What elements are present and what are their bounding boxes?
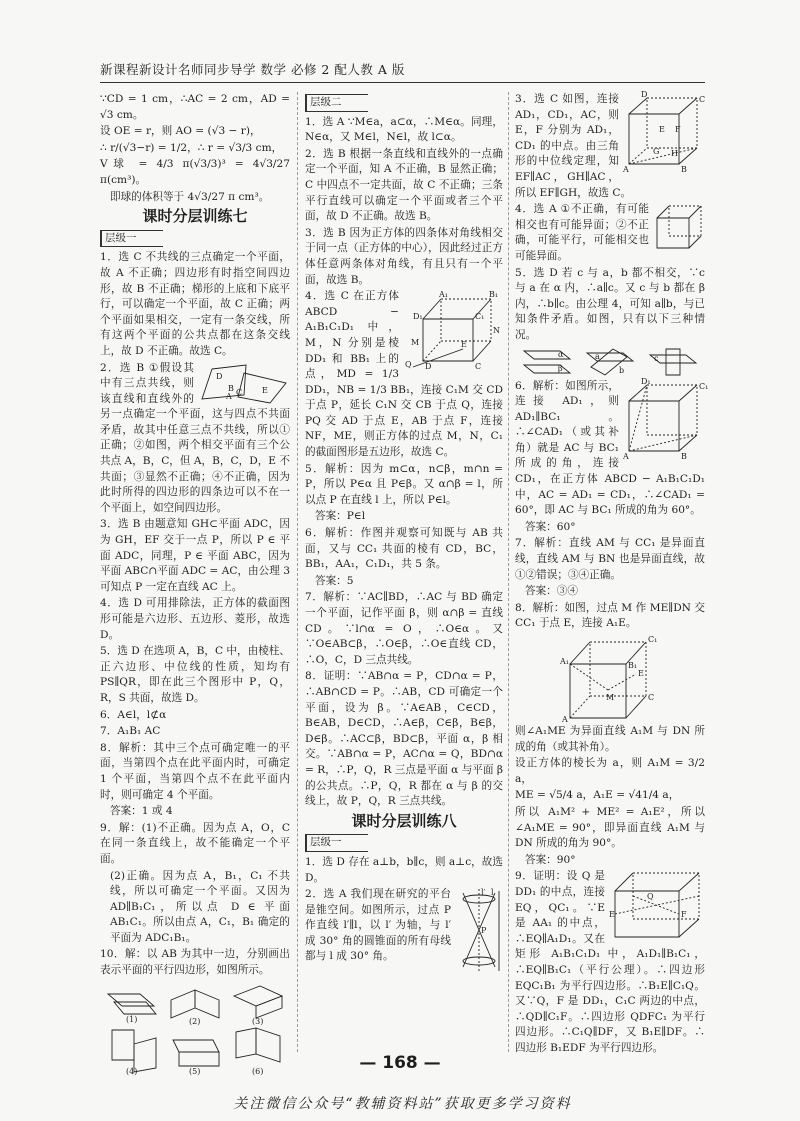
figure-label: C₁ — [699, 381, 709, 391]
answer-text: (2)正确。因为点 A，B₁，C₁ 不共线，所以可确定一个平面。又因为 AD∥B₁C₁，所以点 D ∈ 平面 AB₁C₁。所以由点 A，C₁，B₁ 确定的平面为 ADC₁B₁。 — [110, 869, 290, 944]
footer-note: 关注微信公众号“教辅资料站”获取更多学习资料 — [233, 1096, 572, 1112]
figure-label: B — [681, 165, 687, 174]
answer-item: 5．解析：因为 m⊂α，n⊂β，m∩n = P，所以 P∈α 且 P∈β。又 α∩β = l，所以点 P 在直线 l 上，所以 P∈l。 — [305, 462, 503, 506]
figure-label: C — [699, 95, 706, 104]
section-title: 课时分层训练七 — [142, 207, 248, 226]
level-label: 层级一 — [100, 230, 163, 248]
figure-label: B₁ — [489, 290, 499, 300]
answer-text: ME = √5/4 a，A₁E = √41/4 a， — [515, 789, 680, 802]
answer-text: 答案：60° — [525, 520, 576, 533]
figure-label: a — [594, 351, 600, 361]
answer-item: 8．解析：如图，过点 M 作 ME∥DN 交 CC₁ 于点 E，连接 A₁E。 — [515, 601, 705, 630]
answer-item: 2．选 B 根据一条直线和直线外的一点确定一个平面，知 A 不正确，B 显然正确；C 中四点不一定共面，故 C 不正确；三条平行直线可以确定一个平面或者三个平面，故 D 不正确。故选 B。 — [305, 147, 503, 223]
figure-label: C₁ — [648, 635, 658, 644]
cube-section-figure — [403, 289, 503, 372]
answer-item: 8．解析：其中三个点可确定唯一的平面，当第四个点在此平面内时，可确定 1 个平面，当第四个点不在此平面内时，则可确定 4 个平面。 — [100, 741, 290, 801]
answer-item: 6．解析：作图并观察可知既与 AB 共面，又与 CC₁ 共面的棱有 CD，BC，BB₁，AA₁，C₁D₁，共 5 条。 — [305, 527, 503, 571]
answer-item: 5．选 D 若 c 与 a，b 都不相交，∵c 与 a 在 α 内，∴a∥c。又 c 与 b 都在 β 内，∴b∥c。由公理 4，可知 a∥b，与已知条件矛盾。如图，只有以下三种情况。 — [515, 266, 705, 341]
figure-label: b — [618, 365, 625, 375]
figure-label: l — [491, 888, 494, 898]
figure-label: D₁ — [413, 312, 423, 322]
answer-text: 设正方体的棱长为 a，则 A₁M = 3/2 a， — [515, 757, 705, 785]
figure-label: G — [653, 147, 660, 156]
figure-label: M — [411, 338, 420, 348]
figure-label: A — [623, 165, 629, 174]
three-cases-figure — [515, 345, 705, 379]
figure-label: D₁ — [641, 376, 651, 386]
answer-item: 7．解析：直线 AM 与 CC₁ 是异面直线，直线 AM 与 BN 也是异面直线，故①②错误；③④正确。 — [515, 537, 705, 581]
figure-label: H — [671, 149, 678, 158]
column-divider — [297, 92, 298, 1052]
figure-label: D — [641, 90, 648, 99]
answer-item: 7．A₁B₁ AC — [100, 725, 161, 738]
cube-parallelogram-figure — [609, 869, 705, 941]
cube-angle-figure — [623, 376, 709, 461]
answer-item: 4．选 D 可用排除法，正方体的截面图形可能是六边形、五边形、菱形，故选 D。 — [100, 597, 290, 641]
answer-item: 7．解析：∵AC∥BD，∴AC 与 BD 确定一个平面，记作平面 β，则 α∩β = 直线 CD。∵l∩α = O，∴O∈α。又∵O∈AB⊂β，∴O∈β，∴O∈直线 CD，∴O，C，D 三点共线。 — [305, 591, 503, 666]
figure-label: E — [262, 385, 268, 395]
text-line: ∵CD = 1 cm，∴AC = 2 cm，AD = √3 cm。 — [100, 93, 290, 121]
answer-item: 1．选 D 存在 a⊥b，b∥c，则 a⊥c，故选 D。 — [305, 855, 503, 884]
figure-5 — [167, 1024, 223, 1074]
answer-item: 1．选 C 不共线的三点确定一个平面，故 A 不正确；四边形有时指空间四边形，故 B 不正确；梯形的上底和下底平行，可以确定一个平面，故 C 正确；两个平面如果相交，一定有一条交线，所有这两个平面的公共点都在这条交线上，故 D 不正确。故选 C。 — [100, 251, 290, 357]
answer-item: 9．解：(1)不正确。因为点 A，O，C 在同一条直线上，故不能确定一个平面。 — [100, 821, 290, 865]
figure-label: M — [606, 693, 615, 702]
answer-item: 6．A∈l，l⊄α — [100, 708, 167, 721]
answer-item: 4．选 C 在正方体 ABCD − A₁B₁C₁D₁ 中，M，N 分别是棱 DD₁ 和 BB₁ 上的点，MD = 1/3 DD₁，NB = 1/3 BB₁，连接 C₁M 交 CD 于点 P，延长 C₁N 交 CB 于点 Q，连接 PQ 交 AD 于点 E，AB 于点 F，连接 NF，ME，则正方体的过点 M，N，C₁ 的截面图形是五边形，故选 C。 — [305, 290, 503, 459]
answer-item: 6．解析：如图所示，连接 AD₁，则 AD₁∥BC₁。∴∠CAD₁（或其补角）就是 AC 与 BC₁ 所成的角，连接 CD₁，在正方体 ABCD − A₁B₁C₁D₁ 中，AC = AD₁ = CD₁，∴∠CAD₁ = 60°，即 AC 与 BC₁ 所成的角为 60°。 — [515, 379, 705, 517]
answer-text: 答案：90° — [525, 853, 576, 866]
figure-label: (3) — [252, 1016, 264, 1026]
case-figure — [520, 345, 574, 379]
figure-label: (1) — [125, 1014, 137, 1024]
text-line: ∴ r/(√3−r) = 1/2，∴ r = √3/3 cm， — [100, 141, 283, 154]
text-line: V球 = 4/3 π(√3/3)³ = 4√3/27 π(cm³)。 — [100, 158, 290, 186]
answer-item: 3．选 C 如图，连接 AD₁，CD₁，AC，则 E，F 分别为 AD₁，CD₁ 的中点。由三角形的中位线定理，知 EF∥AC，GH∥AC，所以 EF∥GH，故选 C。 — [515, 93, 632, 199]
figure-6 — [230, 1024, 286, 1074]
answer-item: 9．证明：设 Q 是 DD₁ 的中点，连接 EQ，QC₁。∵E 是 AA₁ 的中点，∴EQ∥A₁D₁。又在矩形 A₁B₁C₁D₁ 中，A₁D₁∥B₁C₁，∴EQ∥B₁C₁（平行公理）。∴四边形 EQC₁B₁ 为平行四边形。∴B₁E∥C₁Q。又∵Q，F 是 DD₁，C₁C 两边的中点，∴QD∥C₁F。∴四边形 QDFC₁ 为平行四边形。∴C₁Q∥DF，又 B₁E∥DF。∴四边形 B₁EDF 为平行四边形。 — [515, 870, 705, 1054]
figure-4 — [104, 1024, 160, 1074]
figure-label: P — [481, 926, 487, 936]
figure-label: c — [654, 353, 659, 363]
column-left — [100, 92, 290, 1076]
answer-item: 8．证明：∵AB∩α = P，CD∩α = P，∴AB∩CD = P。∴AB，CD 可确定一个平面，设为 β。∵A∈AB，C∈CD，B∈AB，D∈CD，∴A∈β，C∈β，B∈β，D∈β。∴AC⊂β，BD⊂β，平面 α，β 相交。∵AB∩α = P，AC∩α = Q，BD∩α = R，∴P，Q，R 三点是平面 α 与平面 β 的公共点。∴P，Q，R 都在 α 与 β 的交线上，故 P，Q，R 三点共线。 — [305, 670, 503, 808]
answer-item: 3．选 B 由题意知 GH⊂平面 ADC，因为 GH，EF 交于一点 P，所以 P ∈ 平面 ADC，同理，P ∈ 平面 ABC，因为平面 ABC∩平面 ADC = AC，由公理 3 可知点 P 一定在直线 AC 上。 — [100, 518, 290, 593]
figure-label: C — [236, 387, 243, 397]
figure-1 — [104, 980, 160, 1024]
answer-item: 2．选 B ①假设其中有三点共线，则该直线和直线外的另一点确定一个平面，这与四点不共面矛盾，故其中任意三点不共线，所以①正确；②如图，两个相交平面有三个公共点 A，B，C，但 A，B，C，D，E 不共面；③显然不正确；④不正确，因为此时所得的四边形的四条边可以不在一个平面上，如空间四边形。 — [100, 361, 290, 514]
figure-label: β — [557, 363, 563, 373]
figure-label: (6) — [252, 1066, 264, 1076]
section-title: 课时分层训练八 — [351, 811, 457, 830]
figure-label: l′ — [481, 888, 486, 898]
figure-label: (2) — [188, 1016, 201, 1026]
figure-label: A₁ — [439, 290, 448, 300]
answer-item: 2．选 A 我们现在研究的平台是锥空间。如图所示，过点 P 作直线 l′∥l，以 l′ 为轴，与 l′ 成 30° 角的圆锥面的所有母线都与 l 成 30° 角。 — [305, 888, 451, 963]
figure-label: F — [681, 910, 687, 920]
figure-label: A — [562, 715, 568, 724]
figure-label: D — [216, 371, 223, 381]
figure-label: α — [557, 349, 564, 359]
figure-2 — [167, 980, 223, 1024]
parallelogram-figures — [100, 980, 290, 1074]
figure-label: B₁ — [628, 661, 638, 670]
answer-item: 1．选 A ∵M∈a，a⊂α，∴M∈α。同理，N∈α，又 M∈l，N∈l，故 l⊂α。 — [305, 115, 503, 144]
figure-label: B — [228, 383, 234, 393]
text-line: 设 OE = r，则 AO = (√3 − r)， — [100, 125, 261, 138]
figure-label: F — [675, 125, 681, 134]
figure-label: N — [493, 326, 500, 336]
figure-label: (4) — [125, 1066, 137, 1076]
figure-label: A — [226, 391, 232, 401]
planes-figure — [198, 361, 290, 405]
cube-midline-figure — [623, 92, 705, 172]
column-middle — [305, 92, 503, 1057]
answer-item: 3．选 B 因为正方体的四条体对角线相交于同一点（正方体的中心），因此经过正方体任意两条体对角线，有且只有一个平面，故选 B。 — [305, 226, 503, 286]
cube-me-dn-figure — [550, 634, 670, 722]
level-label: 层级一 — [305, 834, 368, 852]
column-right — [515, 90, 709, 1057]
answer-text: 答案：P∈l — [315, 510, 366, 523]
answer-item: 10．解：以 AB 为其中一边，分别画出表示平面的平行四边形，如图所示。 — [100, 948, 290, 977]
figure-label: C₁ — [475, 312, 485, 322]
answer-text: 答案：③④ — [525, 585, 578, 598]
figure-label: C — [648, 693, 655, 702]
answer-item: 4．选 A ①不正确，有可能相交也有可能异面；②不正确，可能平行，可能相交也可能异面。 — [515, 203, 649, 262]
answer-text: 答案：5 — [315, 574, 354, 587]
column-divider — [508, 92, 509, 1052]
figure-label: E — [659, 125, 665, 134]
figure-3 — [230, 980, 286, 1024]
cone-figure — [455, 887, 503, 973]
answer-text: 所以 A₁M² + ME² = A₁E²，所以∠A₁ME = 90°，即异面直线 A₁M 与 DN 所成的角为 90°。 — [515, 805, 705, 850]
answer-item: 5．选 D 在选项 A，B，C 中，由棱柱、正六边形、中位线的性质，知均有 PS∥QR，即在此三个图形中 P，Q，R，S 共面，故选 D。 — [100, 645, 290, 704]
running-header: 新课程新设计名师同步导学 数学 必修 2 配人教 A 版 — [100, 60, 705, 83]
page-number: — 168 — — [359, 1053, 441, 1073]
level-label: 层级二 — [305, 94, 368, 112]
case-figure — [583, 345, 637, 379]
figure-label: Q — [405, 360, 412, 370]
figure-label: B — [681, 451, 687, 461]
figure-label: (5) — [188, 1066, 201, 1076]
figure-label: A₁ — [560, 657, 569, 666]
cube-figure — [653, 202, 705, 252]
figure-label: E — [609, 910, 615, 920]
case-figure — [646, 345, 700, 379]
figure-label: C — [475, 362, 482, 372]
figure-label: D — [425, 362, 432, 372]
answer-text: 答案：1 或 4 — [110, 805, 173, 818]
figure-label: E — [461, 340, 467, 350]
text-line: 即球的体积等于 4√3/27 π cm³。 — [110, 190, 270, 203]
answer-text: 则∠A₁ME 为异面直线 A₁M 与 DN 所成的角（或其补角）。 — [515, 725, 705, 753]
figure-label: E — [638, 669, 644, 678]
figure-label: Q — [647, 892, 654, 902]
figure-label: A — [623, 451, 629, 461]
